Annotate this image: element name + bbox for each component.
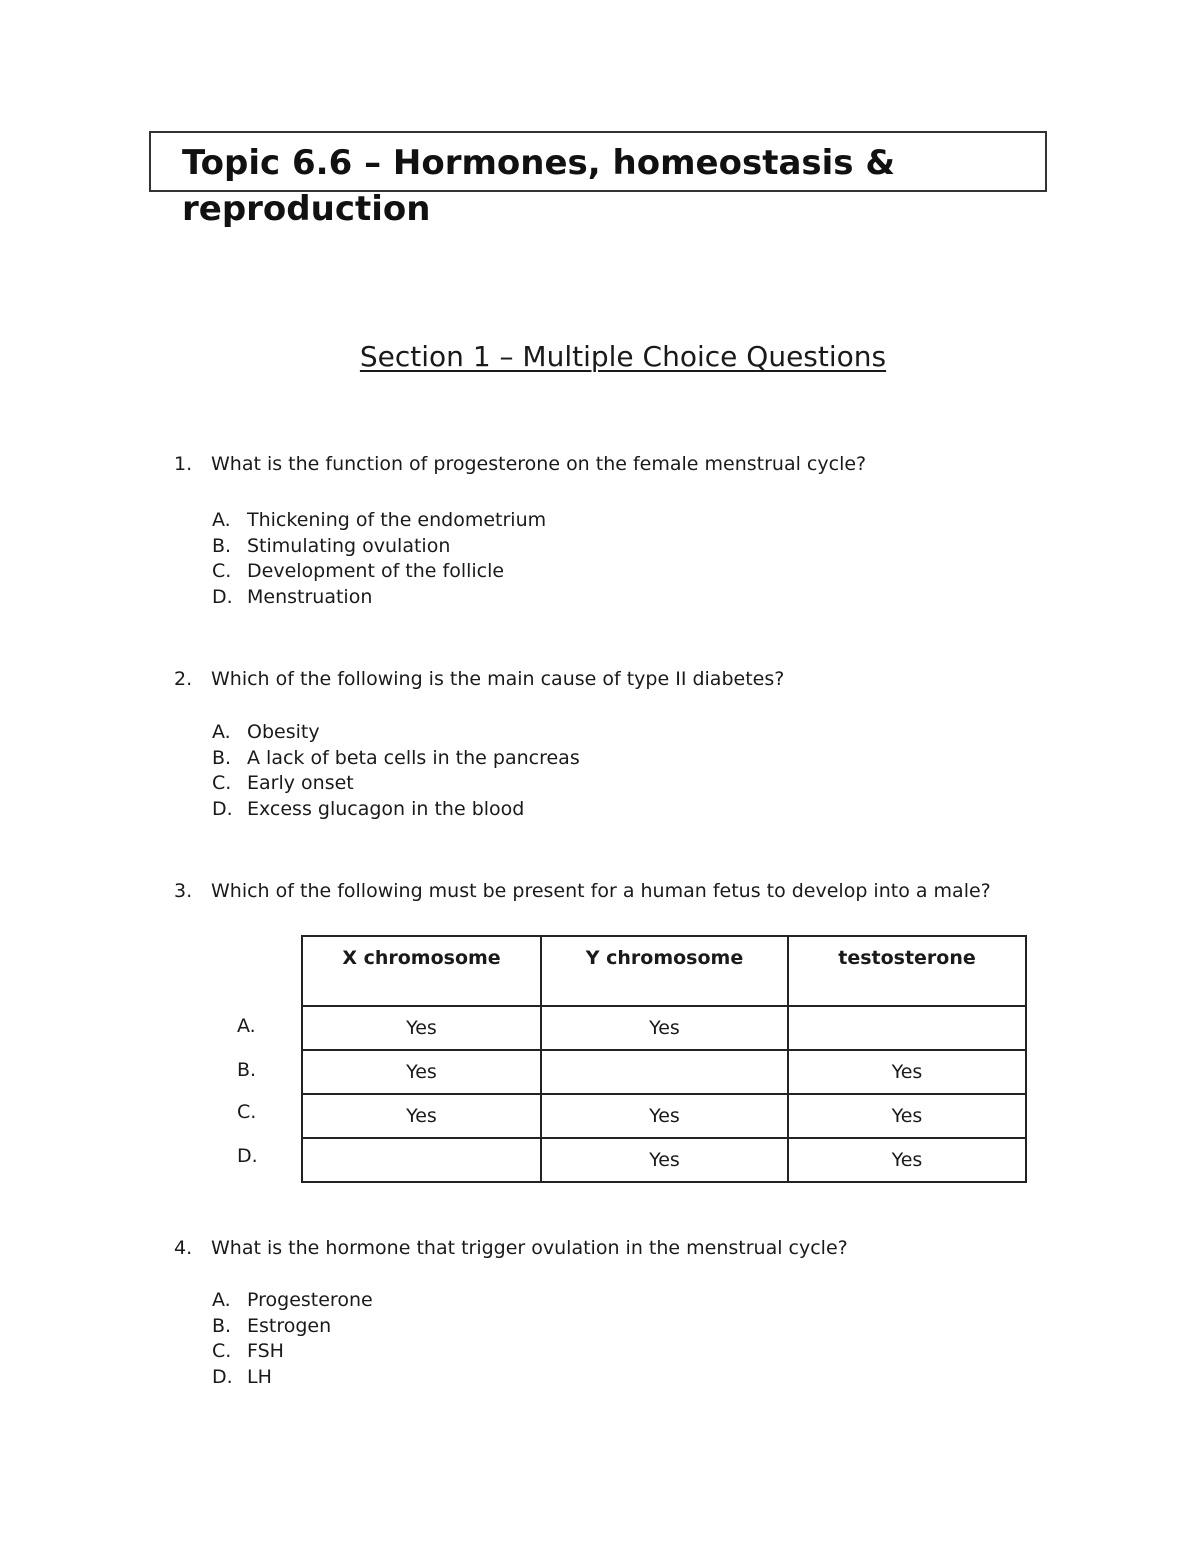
option-text: LH <box>247 1365 272 1388</box>
table-cell <box>541 1050 788 1094</box>
header-testosterone: testosterone <box>788 936 1026 1006</box>
table-cell: Yes <box>541 1094 788 1138</box>
row-label-d: D. <box>237 1145 258 1167</box>
option-letter: A. <box>212 1289 231 1311</box>
question-number: 4. <box>174 1237 193 1259</box>
question-number: 2. <box>174 668 193 690</box>
row-label-c: C. <box>237 1101 257 1123</box>
table-cell: Yes <box>788 1138 1026 1182</box>
option-text: FSH <box>247 1340 284 1362</box>
option-text: Excess glucagon in the blood <box>247 797 525 820</box>
row-label-b: B. <box>237 1059 257 1081</box>
question-text: What is the function of progesterone on the female menstrual cycle? <box>211 453 867 475</box>
question-text: Which of the following must be present for a human fetus to develop into a male? <box>211 880 991 902</box>
option-text: Obesity <box>247 721 320 743</box>
option-text: Thickening of the endometrium <box>247 509 547 531</box>
option-text: Development of the follicle <box>247 560 505 582</box>
page-title: Topic 6.6 – Hormones, homeostasis & reproduction <box>182 143 896 229</box>
option-letter: D. <box>212 1365 233 1388</box>
option-text: Stimulating ovulation <box>247 534 451 557</box>
table-cell: Yes <box>302 1094 541 1138</box>
option-letter: C. <box>212 1340 232 1362</box>
option-letter: C. <box>212 772 232 794</box>
option-text: Early onset <box>247 772 354 794</box>
table-row <box>302 1094 1026 1138</box>
option-letter: A. <box>212 721 231 743</box>
question-text: What is the hormone that trigger ovulation in the menstrual cycle? <box>211 1237 848 1259</box>
option-letter: D. <box>212 585 233 608</box>
header-x-chromosome: X chromosome <box>302 936 541 1006</box>
table-row <box>302 1138 1026 1182</box>
option-text: Menstruation <box>247 585 373 608</box>
option-text: A lack of beta cells in the pancreas <box>247 746 580 769</box>
option-letter: A. <box>212 509 231 531</box>
option-letter: B. <box>212 746 232 769</box>
table-cell: Yes <box>788 1050 1026 1094</box>
table-cell: Yes <box>541 1138 788 1182</box>
section-heading: Section 1 – Multiple Choice Questions <box>359 340 887 373</box>
option-letter: D. <box>212 797 233 820</box>
option-letter: C. <box>212 560 232 582</box>
option-letter: B. <box>212 1314 232 1337</box>
table-cell <box>302 1138 541 1182</box>
option-text: Progesterone <box>247 1289 373 1311</box>
table-header-row <box>302 936 1026 1006</box>
table-cell: Yes <box>788 1094 1026 1138</box>
table-row <box>302 1006 1026 1050</box>
option-text: Estrogen <box>247 1314 332 1337</box>
question-number: 1. <box>174 453 193 475</box>
answer-table <box>301 935 1027 1183</box>
header-y-chromosome: Y chromosome <box>541 936 788 1006</box>
table-row <box>302 1050 1026 1094</box>
question-number: 3. <box>174 880 193 902</box>
table-cell: Yes <box>302 1050 541 1094</box>
question-text: Which of the following is the main cause of type II diabetes? <box>211 668 785 690</box>
table-cell: Yes <box>302 1006 541 1050</box>
table-cell <box>788 1006 1026 1050</box>
table-cell: Yes <box>541 1006 788 1050</box>
option-letter: B. <box>212 534 232 557</box>
row-label-a: A. <box>237 1015 256 1037</box>
